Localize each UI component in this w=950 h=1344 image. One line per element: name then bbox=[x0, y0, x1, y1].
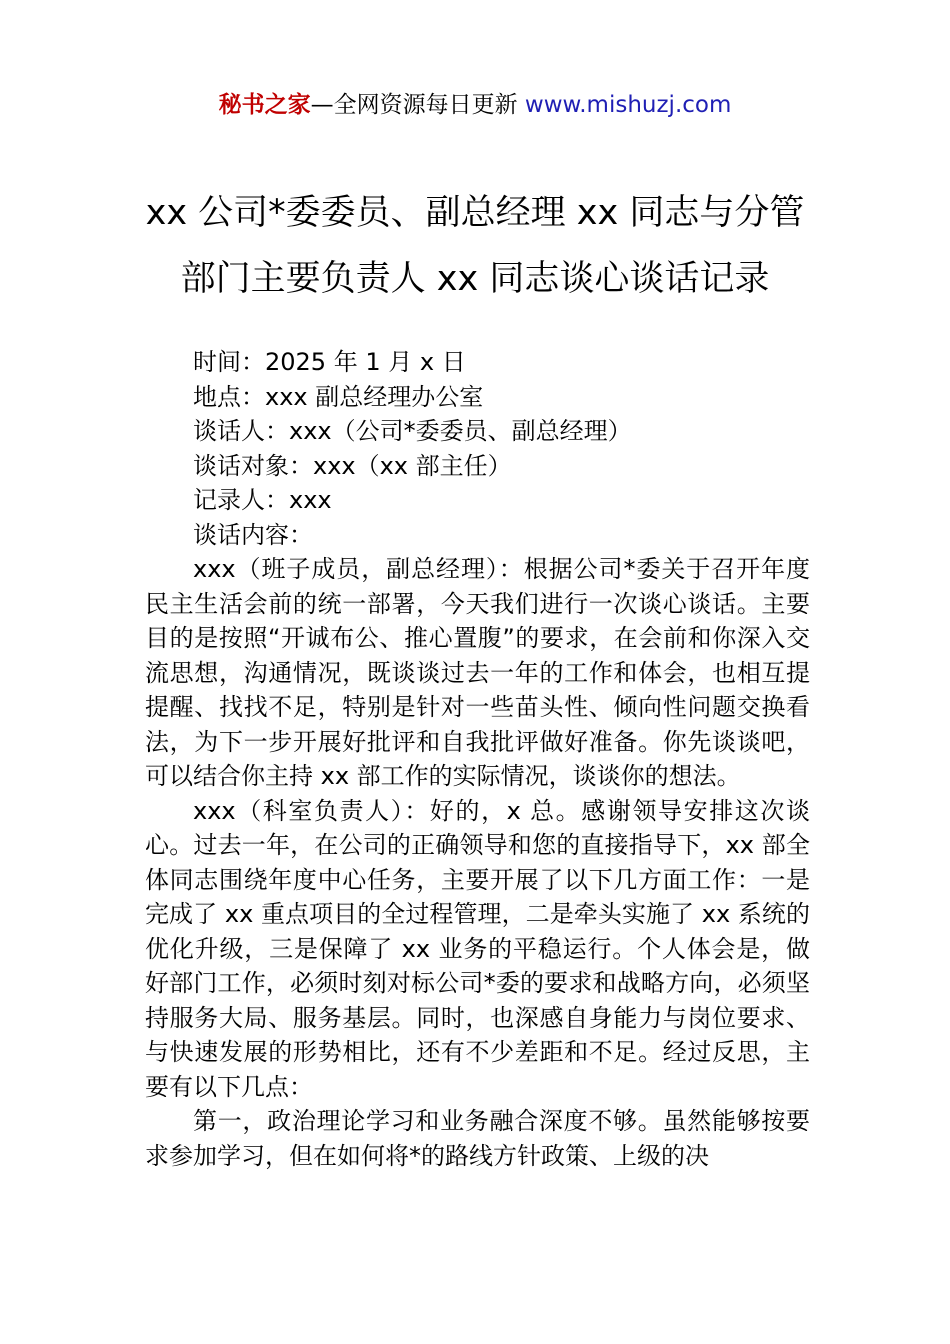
document-body bbox=[145, 345, 810, 1173]
meta-content-label: 谈话内容： bbox=[193, 520, 313, 549]
site-brand: 秘书之家 bbox=[218, 92, 311, 118]
site-header bbox=[0, 88, 950, 122]
paragraph-leader-opening: xxx（班子成员，副总经理）：根据公司*委关于召开年度民主生活会前的统一部署，今天我们进行一次谈心谈话。主要目的是按照“开诚布公、推心置腹”的要求，在会前和你深入交流思想，沟通情况，既谈谈过去一年的工作和体会，也相互提提醒、找找不足，特别是针对一些苗头性、倾向性问题交换看法，为下一步开展好批评和自我批评做好准备。你先谈谈吧，可以结合你主持 xx 部工作的实际情况，谈谈你的想法。 bbox=[145, 555, 810, 790]
site-url-link[interactable]: www.mishuzj.com bbox=[524, 92, 732, 118]
meta-recorder: 记录人：xxx bbox=[193, 486, 332, 514]
paragraph-section-head-reply: xxx（科室负责人）：好的，x 总。感谢领导安排这次谈心。过去一年，在公司的正确领导和您的直接指导下，xx 部全体同志围绕年度中心任务，主要开展了以下几方面工作：一是完成了 xx 重点项目的全过程管理，二是牵头实施了 xx 系统的优化升级，三是保障了 xx 业务的平稳运行。个人体会是，做好部门工作，必须时刻对标公司*委的要求和战略方向，必须坚持服务大局、服务基层。同时，也深感自身能力与岗位要求、与快速发展的形势相比，还有不少差距和不足。经过反思，主要有以下几点： bbox=[145, 796, 810, 1101]
meta-speaker: 谈话人：xxx（公司*委委员、副总经理） bbox=[193, 417, 632, 445]
site-slogan: —全网资源每日更新 bbox=[310, 92, 525, 118]
title-line-2: 部门主要负责人 xx 同志谈心谈话记录 bbox=[180, 259, 770, 299]
title-line-1: xx 公司*委委员、副总经理 xx 同志与分管 bbox=[145, 193, 805, 233]
meta-time: 时间：2025 年 1 月 x 日 bbox=[193, 348, 466, 376]
document-title bbox=[0, 180, 950, 312]
meta-target: 谈话对象：xxx（xx 部主任） bbox=[193, 451, 512, 480]
paragraph-first-point: 第一，政治理论学习和业务融合深度不够。虽然能够按要求参加学习，但在如何将*的路线方针政策、上级的决 bbox=[145, 1107, 810, 1170]
meta-place: 地点：xxx 副总经理办公室 bbox=[193, 382, 484, 411]
